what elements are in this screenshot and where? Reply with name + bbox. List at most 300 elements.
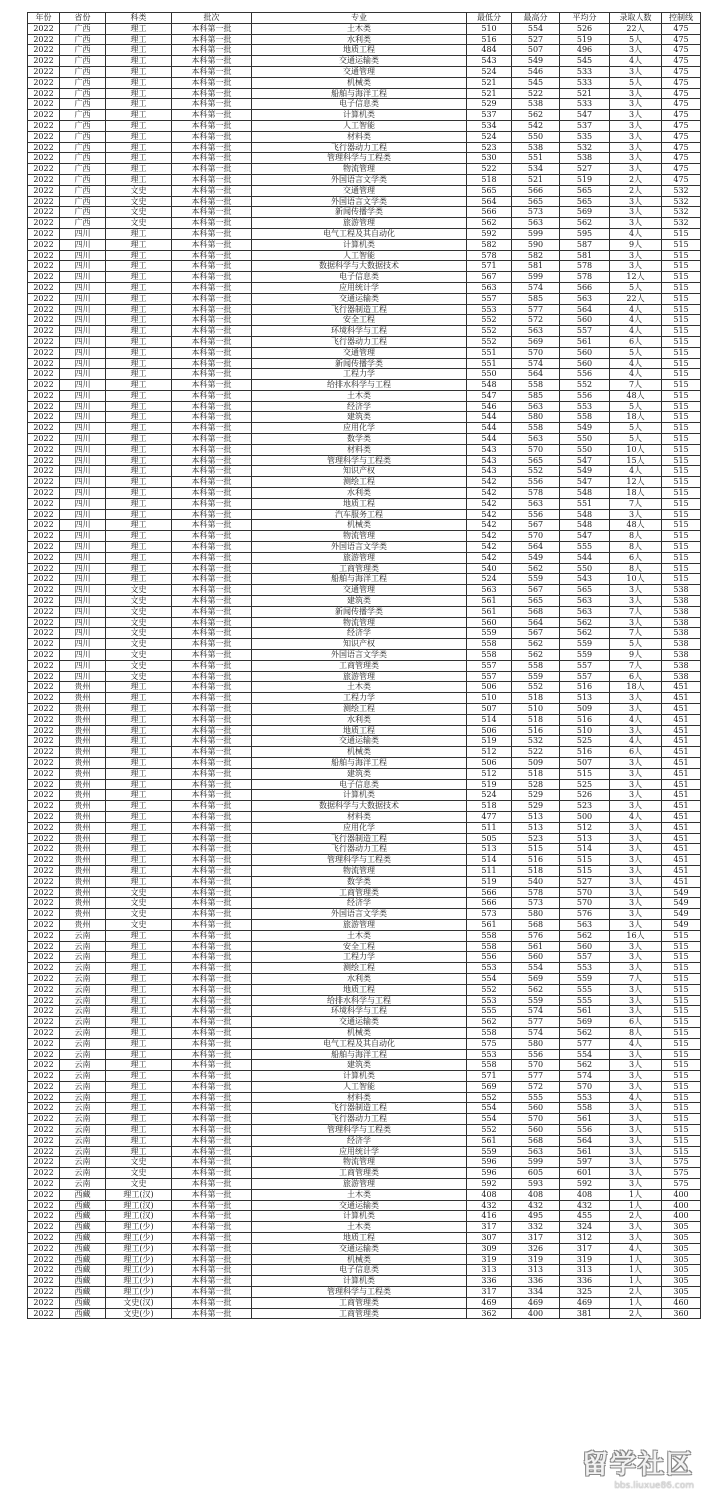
cell-batch: 本科第一批: [172, 282, 252, 293]
cell-subject-category: 理工: [106, 250, 172, 261]
cell-year: 2022: [28, 1254, 60, 1265]
cell-min-score: 554: [467, 973, 512, 984]
cell-control-line: 515: [662, 423, 701, 434]
table-row: [28, 358, 701, 369]
table-row: [28, 34, 701, 45]
table-row: [28, 1168, 701, 1179]
table-row: [28, 876, 701, 887]
cell-province: 四川: [60, 369, 106, 380]
table-row: [28, 898, 701, 909]
table-row: [28, 952, 701, 963]
cell-year: 2022: [28, 1038, 60, 1049]
cell-year: 2022: [28, 488, 60, 499]
cell-admitted-count: 3人: [610, 120, 662, 131]
cell-subject-category: 文史(汉): [106, 1297, 172, 1308]
cell-avg-score: 533: [560, 99, 610, 110]
cell-admitted-count: 5人: [610, 639, 662, 650]
cell-province: 四川: [60, 671, 106, 682]
cell-major: 经济学: [252, 1135, 467, 1146]
cell-province: 广西: [60, 218, 106, 229]
cell-year: 2022: [28, 390, 60, 401]
cell-avg-score: 469: [560, 1297, 610, 1308]
cell-province: 四川: [60, 336, 106, 347]
cell-max-score: 560: [512, 1103, 560, 1114]
cell-max-score: 513: [512, 811, 560, 822]
cell-year: 2022: [28, 304, 60, 315]
cell-admitted-count: 3人: [610, 725, 662, 736]
cell-major: 应用化学: [252, 423, 467, 434]
cell-min-score: 505: [467, 833, 512, 844]
cell-major: 环境科学与工程: [252, 1006, 467, 1017]
cell-control-line: 451: [662, 747, 701, 758]
cell-province: 贵州: [60, 822, 106, 833]
cell-max-score: 578: [512, 488, 560, 499]
table-row: [28, 552, 701, 563]
cell-batch: 本科第一批: [172, 228, 252, 239]
cell-control-line: 515: [662, 563, 701, 574]
cell-admitted-count: 5人: [610, 434, 662, 445]
cell-control-line: 515: [662, 434, 701, 445]
cell-admitted-count: 3人: [610, 790, 662, 801]
cell-subject-category: 理工: [106, 801, 172, 812]
cell-province: 贵州: [60, 693, 106, 704]
cell-subject-category: 理工: [106, 963, 172, 974]
cell-max-score: 565: [512, 196, 560, 207]
cell-province: 四川: [60, 304, 106, 315]
cell-min-score: 477: [467, 811, 512, 822]
cell-max-score: 562: [512, 563, 560, 574]
cell-min-score: 557: [467, 671, 512, 682]
cell-admitted-count: 3人: [610, 153, 662, 164]
cell-control-line: 575: [662, 1157, 701, 1168]
cell-admitted-count: 10人: [610, 444, 662, 455]
cell-year: 2022: [28, 952, 60, 963]
cell-major: 土木类: [252, 23, 467, 34]
cell-admitted-count: 4人: [610, 358, 662, 369]
cell-min-score: 512: [467, 747, 512, 758]
cell-major: 船舶与海洋工程: [252, 574, 467, 585]
cell-subject-category: 理工: [106, 164, 172, 175]
table-row: [28, 142, 701, 153]
cell-admitted-count: 8人: [610, 531, 662, 542]
table-row: [28, 153, 701, 164]
cell-year: 2022: [28, 747, 60, 758]
cell-min-score: 547: [467, 390, 512, 401]
cell-avg-score: 510: [560, 725, 610, 736]
cell-min-score: 518: [467, 174, 512, 185]
cell-province: 四川: [60, 358, 106, 369]
cell-max-score: 570: [512, 444, 560, 455]
cell-min-score: 596: [467, 1157, 512, 1168]
cell-avg-score: 570: [560, 1081, 610, 1092]
table-row: [28, 714, 701, 725]
cell-avg-score: 547: [560, 110, 610, 121]
cell-major: 外国语言文学类: [252, 542, 467, 553]
cell-province: 贵州: [60, 876, 106, 887]
cell-avg-score: 577: [560, 1038, 610, 1049]
cell-min-score: 575: [467, 1038, 512, 1049]
cell-min-score: 511: [467, 822, 512, 833]
cell-province: 四川: [60, 347, 106, 358]
table-row: [28, 174, 701, 185]
cell-min-score: 558: [467, 639, 512, 650]
cell-avg-score: 432: [560, 1200, 610, 1211]
cell-province: 云南: [60, 1006, 106, 1017]
cell-year: 2022: [28, 995, 60, 1006]
cell-year: 2022: [28, 45, 60, 56]
cell-major: 交通管理: [252, 585, 467, 596]
cell-subject-category: 理工: [106, 110, 172, 121]
cell-year: 2022: [28, 23, 60, 34]
cell-avg-score: 592: [560, 1179, 610, 1190]
table-row: [28, 1114, 701, 1125]
cell-control-line: 515: [662, 574, 701, 585]
cell-batch: 本科第一批: [172, 725, 252, 736]
cell-control-line: 515: [662, 1017, 701, 1028]
cell-year: 2022: [28, 963, 60, 974]
cell-subject-category: 文史: [106, 606, 172, 617]
cell-year: 2022: [28, 909, 60, 920]
cell-avg-score: 547: [560, 455, 610, 466]
cell-subject-category: 理工: [106, 477, 172, 488]
cell-admitted-count: 3人: [610, 88, 662, 99]
cell-max-score: 326: [512, 1243, 560, 1254]
cell-admitted-count: 3人: [610, 822, 662, 833]
cell-control-line: 515: [662, 401, 701, 412]
cell-min-score: 558: [467, 941, 512, 952]
cell-subject-category: 理工: [106, 1027, 172, 1038]
cell-major: 管理科学与工程类: [252, 153, 467, 164]
cell-min-score: 309: [467, 1243, 512, 1254]
cell-major: 机械类: [252, 1254, 467, 1265]
cell-admitted-count: 3人: [610, 207, 662, 218]
cell-major: 电子信息类: [252, 272, 467, 283]
cell-admitted-count: 3人: [610, 617, 662, 628]
cell-admitted-count: 1人: [610, 1297, 662, 1308]
cell-batch: 本科第一批: [172, 919, 252, 930]
cell-subject-category: 理工: [106, 282, 172, 293]
cell-max-score: 562: [512, 110, 560, 121]
cell-province: 广西: [60, 131, 106, 142]
cell-max-score: 578: [512, 887, 560, 898]
cell-max-score: 518: [512, 768, 560, 779]
cell-major: 飞行器动力工程: [252, 142, 467, 153]
cell-year: 2022: [28, 930, 60, 941]
cell-max-score: 574: [512, 1006, 560, 1017]
cell-min-score: 317: [467, 1287, 512, 1298]
cell-year: 2022: [28, 369, 60, 380]
cell-province: 西藏: [60, 1243, 106, 1254]
cell-admitted-count: 4人: [610, 369, 662, 380]
cell-major: 工商管理类: [252, 1297, 467, 1308]
cell-province: 四川: [60, 272, 106, 283]
cell-min-score: 552: [467, 1125, 512, 1136]
header-admitted-count: 录取人数: [610, 13, 662, 24]
cell-subject-category: 理工(汉): [106, 1211, 172, 1222]
cell-subject-category: 理工: [106, 865, 172, 876]
cell-max-score: 556: [512, 1049, 560, 1060]
cell-avg-score: 561: [560, 1006, 610, 1017]
table-row: [28, 1200, 701, 1211]
cell-min-score: 408: [467, 1189, 512, 1200]
cell-avg-score: 515: [560, 768, 610, 779]
cell-admitted-count: 3人: [610, 1135, 662, 1146]
cell-avg-score: 562: [560, 218, 610, 229]
cell-max-score: 582: [512, 250, 560, 261]
cell-year: 2022: [28, 542, 60, 553]
watermark-logo: 留学社区: [581, 1450, 694, 1480]
table-row: [28, 585, 701, 596]
cell-control-line: 515: [662, 326, 701, 337]
cell-subject-category: 理工: [106, 293, 172, 304]
cell-subject-category: 理工: [106, 488, 172, 499]
cell-major: 飞行器动力工程: [252, 1114, 467, 1125]
table-row: [28, 1049, 701, 1060]
table-row: [28, 477, 701, 488]
table-row: [28, 704, 701, 715]
cell-control-line: 515: [662, 1049, 701, 1060]
cell-batch: 本科第一批: [172, 865, 252, 876]
cell-min-score: 544: [467, 423, 512, 434]
cell-avg-score: 525: [560, 736, 610, 747]
cell-province: 广西: [60, 110, 106, 121]
cell-admitted-count: 4人: [610, 315, 662, 326]
table-row: [28, 228, 701, 239]
cell-admitted-count: 5人: [610, 34, 662, 45]
cell-subject-category: 理工: [106, 693, 172, 704]
cell-min-score: 336: [467, 1276, 512, 1287]
cell-subject-category: 理工: [106, 380, 172, 391]
cell-major: 旅游管理: [252, 218, 467, 229]
table-row: [28, 1222, 701, 1233]
cell-subject-category: 文史: [106, 639, 172, 650]
cell-control-line: 475: [662, 153, 701, 164]
cell-avg-score: 553: [560, 401, 610, 412]
cell-max-score: 560: [512, 1125, 560, 1136]
cell-subject-category: 文史: [106, 660, 172, 671]
cell-control-line: 475: [662, 99, 701, 110]
cell-control-line: 515: [662, 444, 701, 455]
cell-max-score: 559: [512, 671, 560, 682]
cell-control-line: 515: [662, 941, 701, 952]
header-subject-category: 科类: [106, 13, 172, 24]
cell-admitted-count: 7人: [610, 380, 662, 391]
cell-year: 2022: [28, 1297, 60, 1308]
cell-batch: 本科第一批: [172, 423, 252, 434]
cell-admitted-count: 3人: [610, 1157, 662, 1168]
admission-score-table-container: [27, 12, 700, 1319]
cell-min-score: 556: [467, 952, 512, 963]
cell-subject-category: 理工: [106, 811, 172, 822]
cell-major: 计算机类: [252, 110, 467, 121]
cell-subject-category: 文史: [106, 1179, 172, 1190]
cell-year: 2022: [28, 423, 60, 434]
cell-max-score: 522: [512, 88, 560, 99]
cell-year: 2022: [28, 380, 60, 391]
cell-year: 2022: [28, 822, 60, 833]
table-row: [28, 444, 701, 455]
cell-major: 工商管理类: [252, 1168, 467, 1179]
cell-control-line: 549: [662, 919, 701, 930]
cell-batch: 本科第一批: [172, 1092, 252, 1103]
cell-year: 2022: [28, 1211, 60, 1222]
cell-batch: 本科第一批: [172, 164, 252, 175]
cell-major: 外国语言文学类: [252, 196, 467, 207]
cell-province: 四川: [60, 639, 106, 650]
cell-subject-category: 理工: [106, 174, 172, 185]
cell-subject-category: 文史: [106, 909, 172, 920]
cell-control-line: 451: [662, 855, 701, 866]
cell-max-score: 549: [512, 552, 560, 563]
cell-avg-score: 525: [560, 779, 610, 790]
cell-min-score: 560: [467, 617, 512, 628]
cell-year: 2022: [28, 261, 60, 272]
cell-major: 交通运输类: [252, 293, 467, 304]
cell-avg-score: 509: [560, 704, 610, 715]
cell-batch: 本科第一批: [172, 509, 252, 520]
cell-major: 计算机类: [252, 1071, 467, 1082]
table-row: [28, 574, 701, 585]
cell-major: 经济学: [252, 628, 467, 639]
cell-major: 工商管理类: [252, 1308, 467, 1319]
cell-max-score: 532: [512, 736, 560, 747]
cell-control-line: 451: [662, 876, 701, 887]
cell-avg-score: 560: [560, 358, 610, 369]
table-row: [28, 1027, 701, 1038]
cell-max-score: 555: [512, 1092, 560, 1103]
cell-major: 飞行器动力工程: [252, 844, 467, 855]
cell-subject-category: 理工: [106, 1049, 172, 1060]
table-row: [28, 736, 701, 747]
cell-batch: 本科第一批: [172, 207, 252, 218]
table-row: [28, 488, 701, 499]
cell-max-score: 495: [512, 1211, 560, 1222]
cell-max-score: 558: [512, 660, 560, 671]
cell-max-score: 568: [512, 1135, 560, 1146]
cell-year: 2022: [28, 1006, 60, 1017]
table-row: [28, 164, 701, 175]
cell-avg-score: 547: [560, 531, 610, 542]
cell-major: 管理科学与工程类: [252, 1287, 467, 1298]
cell-admitted-count: 7人: [610, 628, 662, 639]
cell-max-score: 565: [512, 455, 560, 466]
cell-province: 云南: [60, 984, 106, 995]
cell-max-score: 577: [512, 1071, 560, 1082]
cell-batch: 本科第一批: [172, 1146, 252, 1157]
cell-avg-score: 559: [560, 639, 610, 650]
cell-major: 人工智能: [252, 250, 467, 261]
cell-year: 2022: [28, 563, 60, 574]
cell-max-score: 549: [512, 56, 560, 67]
cell-avg-score: 543: [560, 574, 610, 585]
table-row: [28, 606, 701, 617]
cell-province: 四川: [60, 444, 106, 455]
cell-avg-score: 578: [560, 261, 610, 272]
cell-year: 2022: [28, 833, 60, 844]
cell-min-score: 542: [467, 520, 512, 531]
cell-min-score: 544: [467, 412, 512, 423]
cell-batch: 本科第一批: [172, 293, 252, 304]
cell-min-score: 573: [467, 909, 512, 920]
cell-province: 四川: [60, 239, 106, 250]
cell-admitted-count: 18人: [610, 682, 662, 693]
header-min-score: 最低分: [467, 13, 512, 24]
cell-province: 西藏: [60, 1254, 106, 1265]
cell-year: 2022: [28, 347, 60, 358]
cell-subject-category: 理工: [106, 1125, 172, 1136]
cell-year: 2022: [28, 790, 60, 801]
cell-min-score: 552: [467, 326, 512, 337]
table-row: [28, 542, 701, 553]
cell-max-score: 566: [512, 185, 560, 196]
cell-province: 四川: [60, 326, 106, 337]
cell-max-score: 563: [512, 218, 560, 229]
cell-min-score: 558: [467, 650, 512, 661]
cell-max-score: 561: [512, 941, 560, 952]
cell-subject-category: 理工: [106, 444, 172, 455]
cell-year: 2022: [28, 704, 60, 715]
cell-avg-score: 547: [560, 477, 610, 488]
cell-year: 2022: [28, 1017, 60, 1028]
cell-max-score: 570: [512, 1114, 560, 1125]
cell-batch: 本科第一批: [172, 66, 252, 77]
header-year: 年份: [28, 13, 60, 24]
cell-min-score: 507: [467, 704, 512, 715]
cell-batch: 本科第一批: [172, 142, 252, 153]
cell-max-score: 527: [512, 34, 560, 45]
cell-admitted-count: 4人: [610, 1243, 662, 1254]
cell-batch: 本科第一批: [172, 1254, 252, 1265]
cell-min-score: 514: [467, 855, 512, 866]
cell-province: 广西: [60, 174, 106, 185]
cell-min-score: 542: [467, 531, 512, 542]
cell-avg-score: 313: [560, 1265, 610, 1276]
cell-max-score: 550: [512, 131, 560, 142]
cell-control-line: 451: [662, 714, 701, 725]
cell-avg-score: 535: [560, 131, 610, 142]
cell-subject-category: 理工: [106, 790, 172, 801]
cell-admitted-count: 3人: [610, 952, 662, 963]
table-row: [28, 1103, 701, 1114]
cell-control-line: 451: [662, 822, 701, 833]
cell-control-line: 451: [662, 779, 701, 790]
cell-year: 2022: [28, 509, 60, 520]
cell-avg-score: 570: [560, 898, 610, 909]
cell-subject-category: 理工: [106, 757, 172, 768]
cell-control-line: 451: [662, 757, 701, 768]
cell-control-line: 575: [662, 1179, 701, 1190]
cell-subject-category: 文史: [106, 887, 172, 898]
cell-avg-score: 569: [560, 1017, 610, 1028]
cell-subject-category: 理工(少): [106, 1287, 172, 1298]
cell-max-score: 552: [512, 682, 560, 693]
cell-major: 地质工程: [252, 498, 467, 509]
cell-admitted-count: 3人: [610, 865, 662, 876]
table-row: [28, 1211, 701, 1222]
table-row: [28, 822, 701, 833]
cell-admitted-count: 3人: [610, 99, 662, 110]
cell-province: 云南: [60, 1179, 106, 1190]
cell-batch: 本科第一批: [172, 261, 252, 272]
cell-admitted-count: 1人: [610, 1189, 662, 1200]
cell-year: 2022: [28, 326, 60, 337]
table-row: [28, 77, 701, 88]
cell-control-line: 532: [662, 185, 701, 196]
cell-year: 2022: [28, 120, 60, 131]
cell-province: 广西: [60, 207, 106, 218]
cell-batch: 本科第一批: [172, 779, 252, 790]
cell-admitted-count: 22人: [610, 293, 662, 304]
